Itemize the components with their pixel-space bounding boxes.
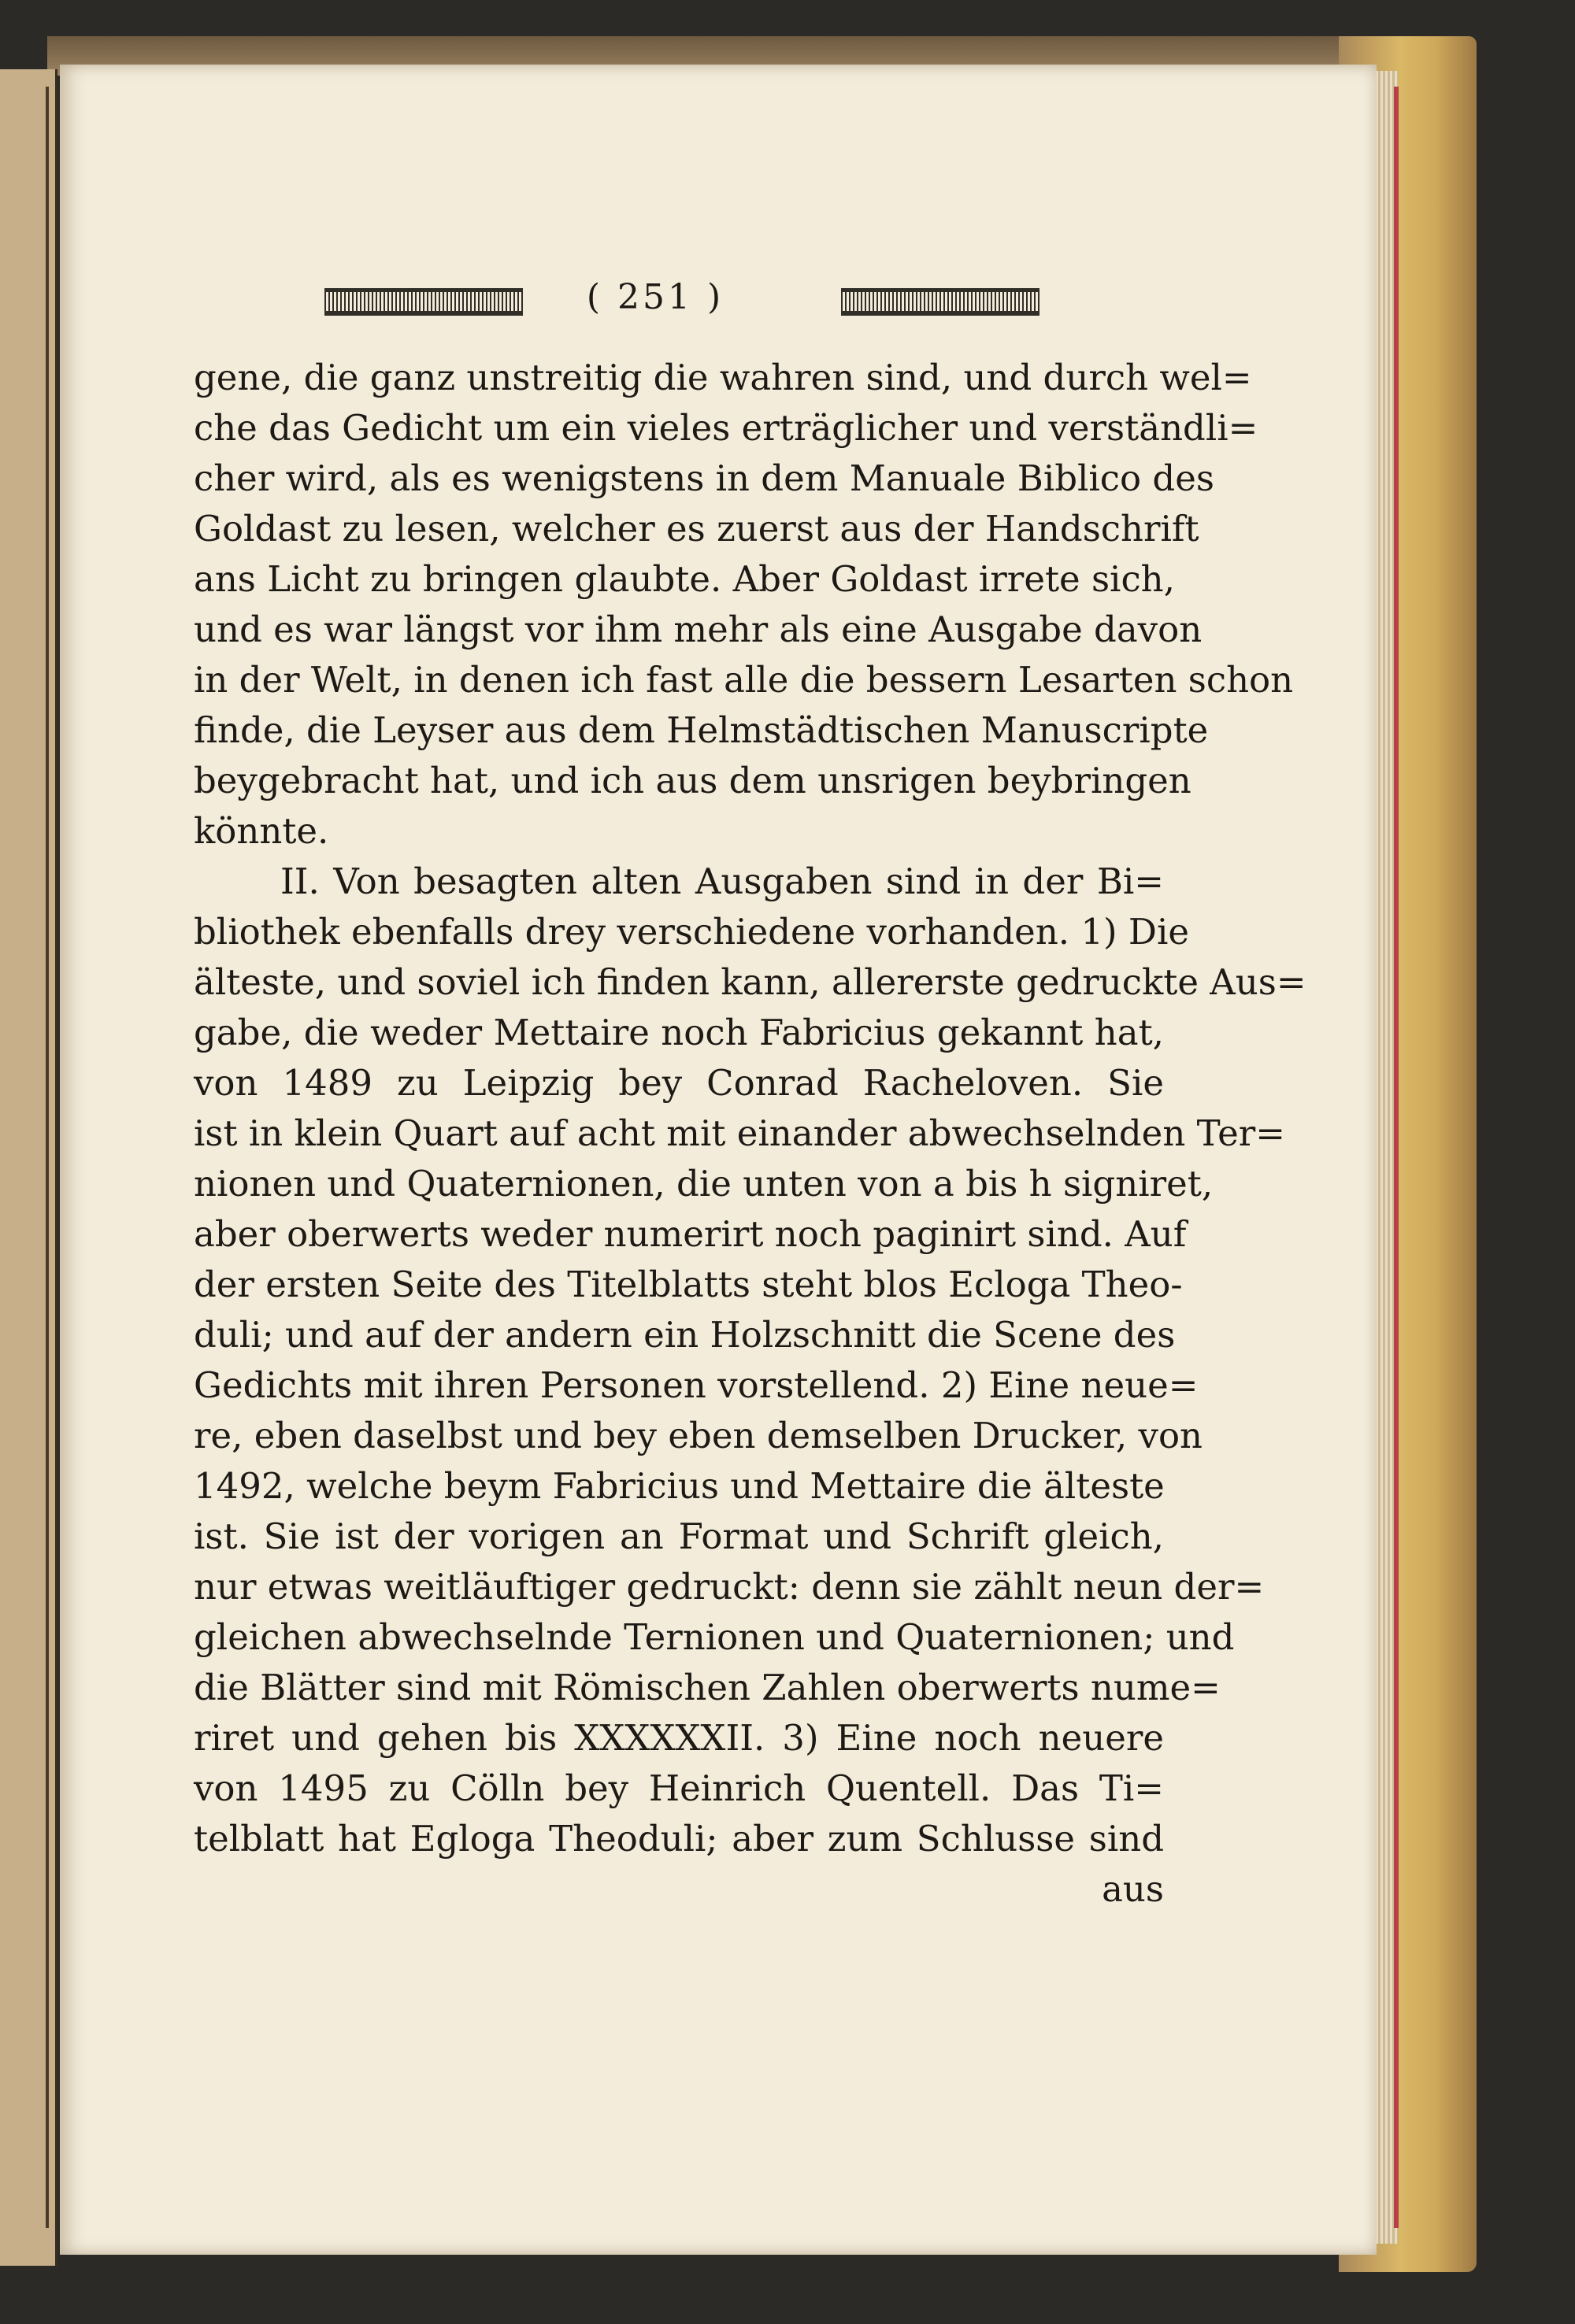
text-line: nionen und Quaternionen, die unten von a bis h signiret, — [194, 1163, 1214, 1205]
text-line: bliothek ebenfalls drey verschiedene vorhanden. 1) Die — [194, 911, 1189, 953]
header-ornament-right — [841, 288, 1040, 316]
catchword: aus — [1102, 1868, 1164, 1910]
text-line: 1492, welche beym Fabricius und Mettaire die älteste — [194, 1465, 1165, 1507]
gutter-line — [46, 87, 49, 2228]
page-header — [269, 268, 1049, 331]
text-line: von 1495 zu Cölln bey Heinrich Quentell. Das Ti= — [194, 1767, 1164, 1809]
red-page-edge — [1394, 87, 1399, 2228]
text-line: könnte. — [194, 810, 329, 852]
text-line: cher wird, als es wenigstens in dem Manuale Biblico des — [194, 457, 1214, 499]
text-line: gene, die ganz unstreitig die wahren sind, und durch wel= — [194, 357, 1252, 398]
text-line: in der Welt, in denen ich fast alle die bessern Lesarten schon — [194, 659, 1294, 701]
text-line: ist in klein Quart auf acht mit einander abwechselnden Ter= — [194, 1112, 1285, 1154]
header-ornament-left — [324, 288, 523, 316]
text-line: älteste, und soviel ich finden kann, allererste gedruckte Aus= — [194, 961, 1306, 1003]
page-number: ( 251 ) — [586, 277, 724, 317]
text-line: Goldast zu lesen, welcher es zuerst aus der Handschrift — [194, 508, 1199, 550]
text-line: und es war längst vor ihm mehr als eine Ausgabe davon — [194, 609, 1203, 650]
text-line: ans Licht zu bringen glaubte. Aber Goldast irrete sich, — [194, 558, 1175, 600]
page-body-text — [194, 353, 1306, 1915]
text-line: re, eben daselbst und bey eben demselben Drucker, von — [194, 1415, 1203, 1456]
text-line: duli; und auf der andern ein Holzschnitt die Scene des — [194, 1314, 1176, 1356]
book-cover-left — [0, 69, 57, 2266]
text-line: telblatt hat Egloga Theoduli; aber zum Schlusse sind — [194, 1818, 1164, 1860]
paragraph-start-line: II. Von besagten alten Ausgaben sind in der Bi= — [280, 860, 1164, 902]
text-line: aber oberwerts weder numerirt noch paginirt sind. Auf — [194, 1213, 1187, 1255]
text-line: gabe, die weder Mettaire noch Fabricius gekannt hat, — [194, 1012, 1164, 1053]
text-line: von 1489 zu Leipzig bey Conrad Racheloven. Sie — [194, 1062, 1164, 1104]
text-line: riret und gehen bis XXXXXXII. 3) Eine noch neuere — [194, 1717, 1164, 1759]
text-line: die Blätter sind mit Römischen Zahlen oberwerts nume= — [194, 1667, 1221, 1708]
text-line: Gedichts mit ihren Personen vorstellend. 2) Eine neue= — [194, 1364, 1199, 1406]
text-line: nur etwas weitläuftiger gedruckt: denn sie zählt neun der= — [194, 1566, 1265, 1608]
text-line: beygebracht hat, und ich aus dem unsrigen beybringen — [194, 760, 1191, 801]
text-line: der ersten Seite des Titelblatts steht blos Ecloga Theo- — [194, 1264, 1183, 1305]
text-line: che das Gedicht um ein vieles erträglicher und verständli= — [194, 407, 1258, 449]
text-line: gleichen abwechselnde Ternionen und Quaternionen; und — [194, 1616, 1235, 1658]
text-line: finde, die Leyser aus dem Helmstädtischen Manuscripte — [194, 709, 1209, 751]
text-line: ist. Sie ist der vorigen an Format und Schrift gleich, — [194, 1515, 1164, 1557]
